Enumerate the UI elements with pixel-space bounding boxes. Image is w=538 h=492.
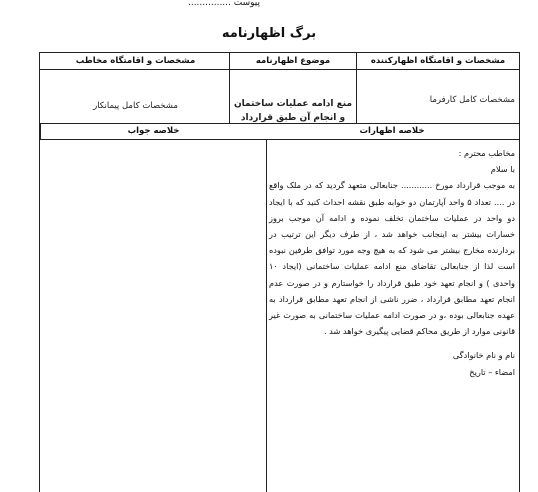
summary-header-row [40,123,519,140]
letter-body: به موجب قرارداد مورخ ............ جنابعالی متعهد گردید که در ملک واقع در .... تعداد ۵ واحد آپارتمان دو خوابه طبق نقشه احداث کنید که با ایجاد دو واحد در عملیات ساختمان تخلف نموده و ادامه آن موجب بروز خسارات بیشتر به اینجانب خواهد شد ، از طرف دیگر این ترتیب در بردارنده مخارج بیشتر می شود که به هیچ وجه مورد توافق طرفین نبوده است لذا از جنابعالی تقاضای منع ادامه عملیات ساختمانی (ایجاد ۱۰ واحدی ) و انجام تعهد خود طبق قرارداد را خواستارم و در صورت عدم انجام تعهد مطابق قرارداد ، ضرر ناشی از انجام تعهد مطابق قرارداد به عهده جنابعالی بوده ،و در صورت ادامه عملیات ساختمانی به صورت غیر قانونی موارد از طریق محاکم قضایی پیگیری خواهد شد . [269,180,515,337]
statements-summary-header: خلاصه اظهارات [359,126,425,136]
subject-cell [229,69,357,123]
header-subject: موضوع اظهارنامه [229,53,357,69]
attachment-line: پیوست ............... [187,0,260,8]
addressee-cell [40,69,231,123]
salutation: مخاطب محترم : [458,148,515,158]
sender-cell [357,69,519,123]
greeting: با سلام [490,164,515,175]
reply-summary-header: خلاصه جواب [40,123,266,139]
column-divider [266,139,267,492]
declaration-form [39,52,520,492]
details-row [40,69,519,124]
header-row [40,53,519,70]
name-line: نام و نام خانوادگی [452,350,515,361]
content-area [40,139,519,492]
subject-text: منع ادامه عملیات ساختمان و انجام آن طبق قرارداد [233,99,353,123]
header-addressee: مشخصات و اقامتگاه مخاطب [75,56,196,66]
statements-text [269,145,515,380]
addressee-details: مشخصات کامل پیمانکار [93,101,178,111]
header-sender: مشخصات و اقامتگاه اظهارکننده [370,56,506,66]
sign-line: امضاء – تاریخ [469,366,515,377]
sender-details: مشخصات کامل کارفرما [429,95,515,105]
form-title: برگ اظهارنامه [221,26,317,41]
